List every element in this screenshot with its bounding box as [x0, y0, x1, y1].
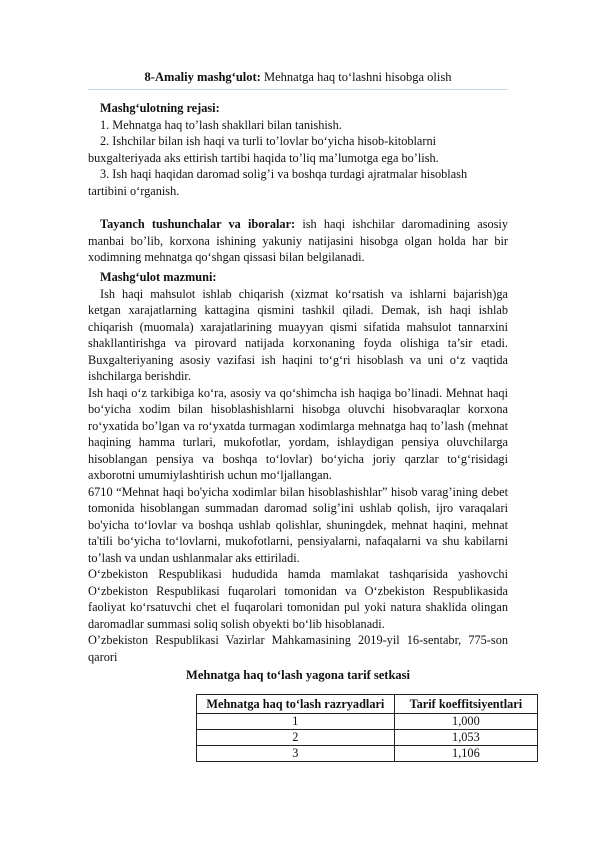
table-caption: Mehnatga haq to‘lash yagona tarif setkasi — [186, 668, 410, 682]
table-row — [197, 746, 538, 762]
concepts-label: Tayanch tushunchalar va iboralar: — [100, 217, 296, 231]
plan-heading: Mashg‘ulotning rejasi: — [100, 101, 220, 115]
table-header-row — [197, 695, 538, 714]
plan-item-1: 1. Mehnatga haq to’lash shakllari bilan tanishish. — [100, 117, 342, 132]
content-paragraph-5: O’zbekiston Respublikasi Vazirlar Mahkamasining 2019-yil 16-sentabr, 775-son qarori — [88, 633, 508, 664]
grade-cell: 3 — [197, 746, 395, 762]
content-paragraph-2: Ish haqi o‘z tarkibiga ko‘ra, asosiy va qo‘shimcha ish haqiga bo’linadi. Mehnat haqi bo‘yicha xodim bilan hisoblashishlarni hisobga oluvchi hisobvaraqlar korxona ro‘yxatida bo’lgan va ro‘yxatda turmagan xodimlarga mehnatga haq to’lash (mehnat haqining hamma turlari, mukofotlar, yordam, ishlaydigan pensiya oluvchilarga hisoblangan pensiya va boshqa to‘lovlar) bo‘yicha joriy qarzlar to‘g‘risidagi axborotni umumiylashtirish uchun mo‘ljallangan. — [88, 385, 508, 482]
content-paragraph-3: 6710 “Mehnat haqi bo'yicha xodimlar bilan hisoblashishlar” hisob varag’ining debet tomonida hisoblangan summadan daromad solig’ini ushlab qolish, ijro varaqalari bo'yicha to‘lovlar va boshqa ushlab qolishlar, shuningdek, mehnat haqini, mehnat ta'tili bo‘yicha to‘lovlarni, mukofotlarni, pensiyalarni, nafaqalarni va shu kabilarni to’lash va undan ushlanmalar aks ettiriladi. — [88, 484, 508, 565]
plan-section — [88, 100, 508, 199]
title-rest: Mehnatga haq to‘lashni hisobga olish — [260, 70, 452, 84]
content-section — [88, 269, 508, 665]
header-coefficients: Tarif koeffitsiyentlari — [394, 695, 537, 714]
plan-item-3: 3. Ish haqi haqidan daromad solig’i va boshqa turdagi ajratmalar hisoblash tartibini o‘rganish. — [88, 167, 468, 198]
coef-cell: 1,053 — [394, 730, 537, 746]
content-paragraph-4: O‘zbekiston Respublikasi hududida hamda mamlakat tashqarisida yashovchi O‘zbekiston Respublikasi fuqarolari tomonidan va O‘zbekiston Respublikasida faoliyat ko‘rsatuvchi chet el fuqarolari tomonidan pul yoki natura shaklida olingan daromadlar summasi soliq solish obyekti bo‘lib hisoblanadi. — [88, 567, 508, 631]
table-row — [197, 730, 538, 746]
content-paragraph-1: Ish haqi mahsulot ishlab chiqarish (xizmat ko‘rsatish va ishlarni bajarish)ga ketgan xarajatlarning kattagina qismini tashkil qiladi. Demak, ish haqi ishlab chiqarish (muomala) xarajatlarining muayyan qismi sifatida mahsulot tannarxini shakllantirishga va pirovard natijada korxonaning foyda olishiga ta’sir etadi. Buxgalteriyaning asosiy vazifasi ish haqini to‘g‘ri hisoblash va uni o‘z vaqtida ishchilarga berishdir. — [88, 286, 508, 383]
header-grades: Mehnatga haq to‘lash razryadlari — [197, 695, 395, 714]
page-title — [0, 70, 596, 85]
concepts-text: ish haqi ishchilar daromadining asosiy manbai bo’lib, korxona ishining yakuniy natijasini hisobga olgan holda har bir xodimning mehnatga qo‘shgan qissasi bilan belgilanadi. — [88, 217, 508, 264]
tariff-table — [196, 694, 538, 762]
table-row — [197, 714, 538, 730]
grade-cell: 2 — [197, 730, 395, 746]
coef-cell: 1,000 — [394, 714, 537, 730]
concepts-section — [88, 216, 508, 266]
title-bold: 8-Amaliy mashg‘ulot: — [144, 70, 261, 84]
coef-cell: 1,106 — [394, 746, 537, 762]
concepts-paragraph — [88, 216, 508, 266]
grade-cell: 1 — [197, 714, 395, 730]
plan-item-2: 2. Ishchilar bilan ish haqi va turli to’lovlar bo‘yicha hisob-kitoblarni buxgalteriyada aks ettirish tartibi haqida to’liq ma’lumotga ega bo’lish. — [88, 134, 439, 165]
title-divider — [88, 89, 508, 90]
content-heading: Mashg‘ulot mazmuni: — [100, 270, 217, 284]
